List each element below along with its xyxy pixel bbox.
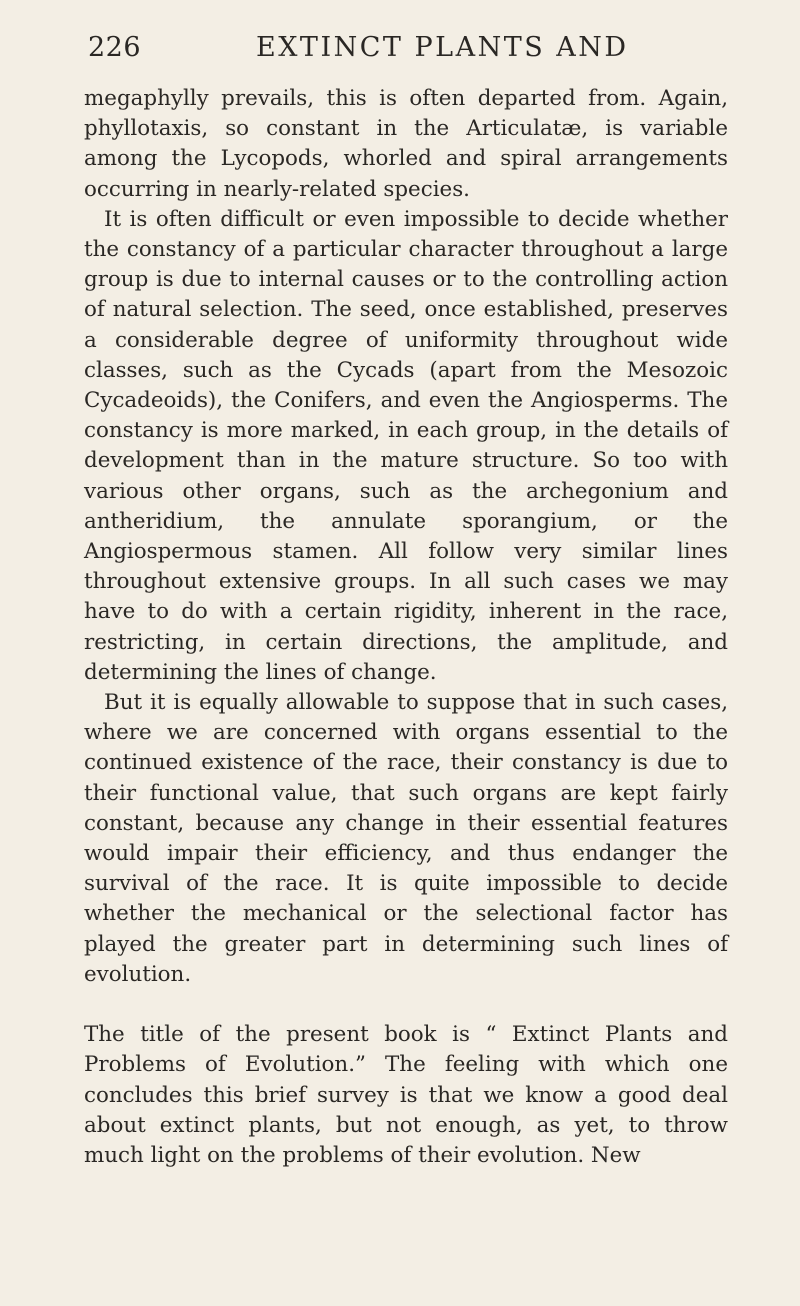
running-title: EXTINCT PLANTS AND	[256, 32, 629, 63]
paragraph: But it is equally allowable to suppose that in such cases, where we are concerned with organs essential to the continued existence of the race, their constancy is due to their functional value, that such organs are kept fairly constant, because any change in their essential features would impair their efficiency, and thus endanger the survival of the race. It is quite impossible to decide whether the mechanical or the selectional factor has played the greater part in determining such lines of evolution.	[84, 690, 728, 987]
paragraph-continued: megaphylly prevails, this is often departed from. Again, phyllotaxis, so constant in the Articulatæ, is variable among the Lycopods, whorled and spiral arrangements occurring in nearly-related species.	[84, 86, 728, 202]
paragraph: It is often difficult or even impossible to decide whether the constancy of a particular character throughout a large group is due to internal causes or to the controlling action of natural selection. The seed, once established, preserves a considerable degree of uniformity throughout wide classes, such as the Cycads (apart from the Mesozoic Cycadeoids), the Conifers, and even the Angiosperms. The constancy is more marked, in each group, in the details of development than in the mature structure. So too with various other organs, such as the archegonium and antheridium, the annulate sporangium, or the Angiospermous stamen. All follow very similar lines throughout extensive groups. In all such cases we may have to do with a certain rigidity, inherent in the race, restricting, in certain directions, the amplitude, and determining the lines of change.	[84, 206, 728, 685]
paragraph-final: The title of the present book is “ Extinct Plants and Problems of Evolution.” The feeling with which one concludes this brief survey is that we know a good deal about extinct plants, but not enough, as yet, to throw much light on the problems of their evolution. New	[84, 1022, 728, 1168]
body-text	[84, 84, 728, 1171]
running-head	[88, 32, 724, 72]
page-number: 226	[88, 32, 142, 63]
